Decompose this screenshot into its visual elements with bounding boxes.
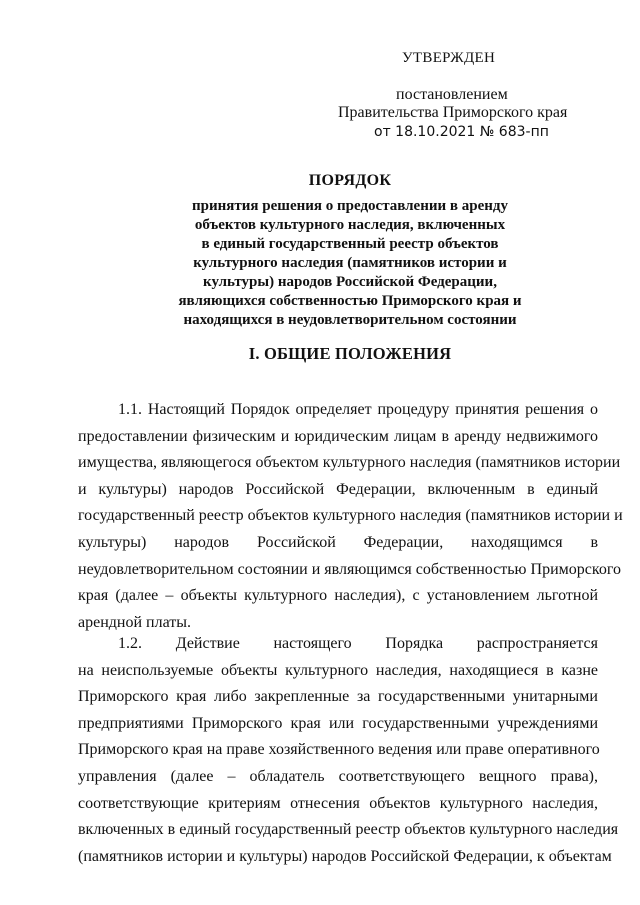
paragraph-line: соответствующие критериям отнесения объектов культурного наследия,	[78, 794, 598, 812]
paragraph-1-1	[78, 397, 623, 636]
paragraph-line: управления (далее – обладатель соответствующего вещного права),	[78, 767, 598, 785]
subtitle-line: являющихся собственностью Приморского края и	[178, 293, 522, 309]
paragraph-line: 1.1. Настоящий Порядок определяет процедуру принятия решения о	[118, 401, 598, 418]
paragraph-line: Приморского края либо закрепленные за государственными унитарными	[78, 688, 598, 706]
paragraph-line: (памятников истории и культуры) народов Российской Федерации, к объектам	[78, 847, 612, 865]
document-subtitle	[30, 197, 640, 330]
subtitle-line: культурного наследия (памятников истории и	[193, 255, 507, 271]
paragraph-line: и культуры) народов Российской Федерации, включенным в единый	[78, 480, 598, 498]
approval-stamp-label: УТВЕРЖДЕН	[402, 50, 496, 66]
approval-government-label: Правительства Приморского края	[338, 104, 568, 121]
paragraph-line: Приморского края на праве хозяйственного ведения или праве оперативного	[78, 741, 600, 759]
subtitle-line: культуры) народов Российской Федерации,	[203, 274, 497, 290]
paragraph-line: 1.2. Действие настоящего Порядка распространяется	[118, 635, 598, 652]
paragraph-1-2	[78, 631, 619, 870]
paragraph-line: имущества, являющегося объектом культурного наследия (памятников истории	[78, 454, 621, 472]
section-heading: I. ОБЩИЕ ПОЛОЖЕНИЯ	[248, 344, 452, 363]
paragraph-line: края (далее – объекты культурного наследия), с установлением льготной	[78, 587, 598, 605]
paragraph-line: предприятиями Приморского края или государственными учреждениями	[78, 714, 598, 732]
subtitle-line: находящихся в неудовлетворительном состоянии	[183, 312, 517, 328]
paragraph-line: культуры) народов Российской Федерации, находящимся в	[78, 533, 598, 551]
subtitle-line: принятия решения о предоставлении в аренду	[192, 198, 508, 214]
subtitle-line: в единый государственный реестр объектов	[201, 236, 499, 252]
paragraph-line: на неиспользуемые объекты культурного наследия, находящиеся в казне	[78, 661, 598, 679]
paragraph-line: включенных в единый государственный реестр объектов культурного наследия	[78, 821, 619, 839]
subtitle-line: объектов культурного наследия, включенных	[194, 217, 506, 233]
paragraph-line: государственный реестр объектов культурного наследия (памятников истории и	[78, 507, 623, 525]
document-title: ПОРЯДОК	[308, 172, 392, 189]
approval-decree-label: постановлением	[396, 86, 508, 103]
paragraph-line: предоставлении физическим и юридическим лицам в аренду недвижимого	[78, 427, 598, 445]
approval-date-number: от 18.10.2021 № 683-пп	[374, 124, 549, 140]
paragraph-line: неудовлетворительном состоянии и являющимся собственностью Приморского	[78, 560, 621, 578]
paragraph-line: арендной платы.	[78, 613, 192, 631]
